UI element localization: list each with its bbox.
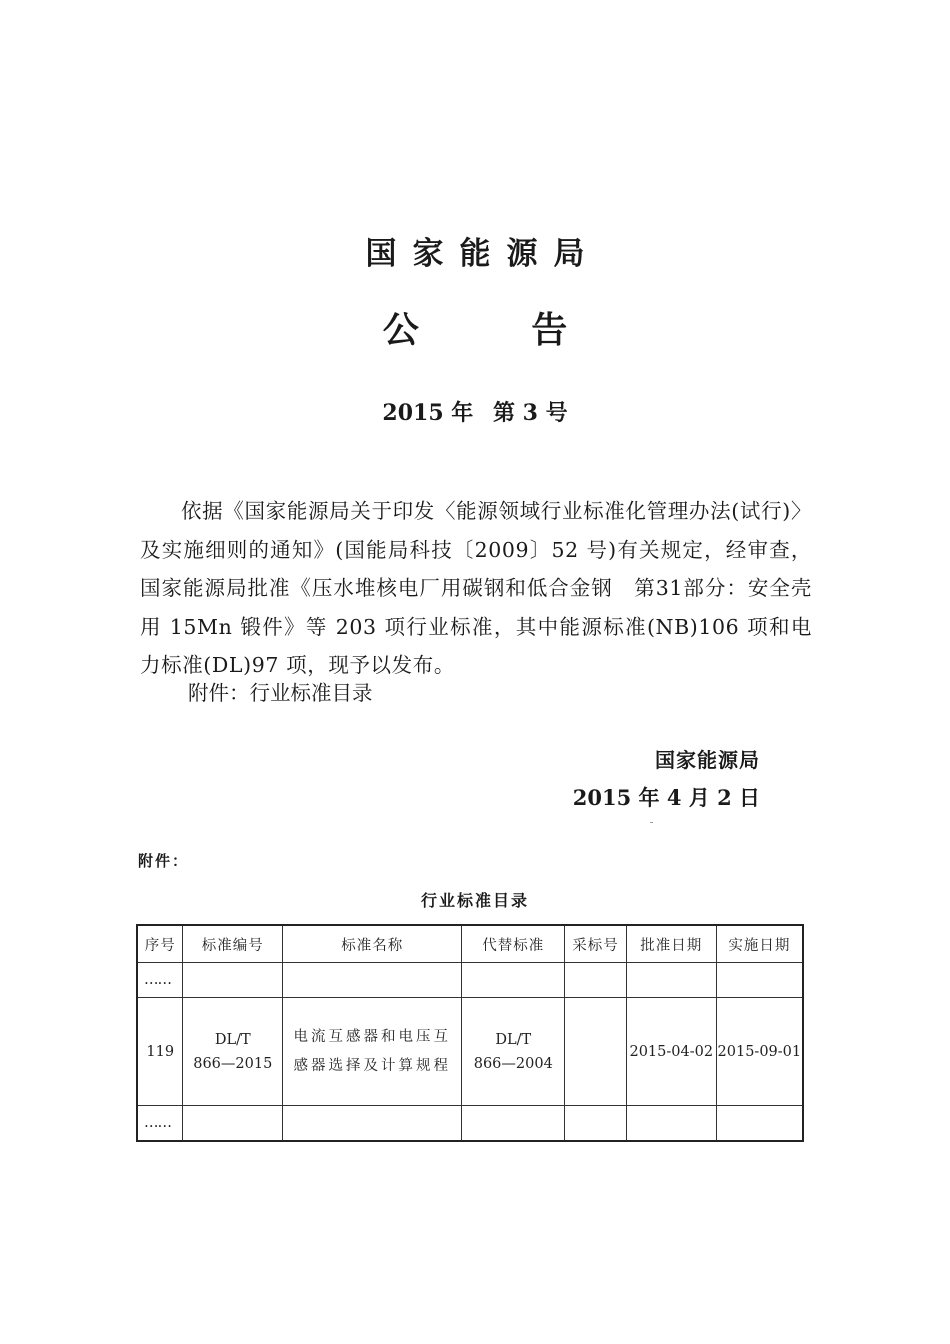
attachment-label: 附件：	[138, 852, 190, 870]
empty-cell	[283, 1106, 462, 1142]
col-header-code: 标准编号	[183, 925, 283, 963]
notice-title: 公 告	[382, 310, 618, 351]
table-row-ellipsis	[137, 1106, 803, 1142]
empty-cell	[183, 963, 283, 998]
col-header-approved: 批准日期	[626, 925, 716, 963]
ellipsis-cell: ……	[137, 1106, 183, 1142]
attachment-title: 行业标准目录	[420, 891, 529, 910]
col-header-name: 标准名称	[283, 925, 462, 963]
row-code-line2: 866—2015	[193, 1055, 273, 1072]
issue-no: 第 3 号	[492, 400, 568, 426]
attachment-note: 附件：行业标准目录	[188, 681, 373, 705]
ellipsis-cell: ……	[137, 963, 183, 998]
empty-cell	[626, 963, 716, 998]
notice-body	[140, 492, 812, 685]
table-row-ellipsis	[137, 963, 803, 998]
row-replaces-line1: DL/T	[495, 1031, 532, 1048]
row-replaces	[462, 998, 565, 1106]
signature-date: 2015 年 4 月 2 日	[572, 785, 760, 810]
col-header-effective: 实施日期	[716, 925, 803, 963]
row-no: 119	[137, 998, 183, 1106]
empty-cell	[565, 1106, 627, 1142]
row-effective: 2015-09-01	[716, 998, 803, 1106]
row-approved: 2015-04-02	[626, 998, 716, 1106]
row-code	[183, 998, 283, 1106]
row-name: 电流互感器和电压互感器选择及计算规程	[283, 998, 462, 1106]
empty-cell	[283, 963, 462, 998]
col-header-no: 序号	[137, 925, 183, 963]
table-row	[137, 998, 803, 1106]
scan-speck	[650, 822, 653, 823]
empty-cell	[565, 963, 627, 998]
signature-org: 国家能源局	[655, 748, 760, 772]
agency-title: 国家能源局	[365, 236, 601, 272]
empty-cell	[716, 1106, 803, 1142]
col-header-replaces: 代替标准	[462, 925, 565, 963]
empty-cell	[462, 963, 565, 998]
standards-table	[136, 924, 804, 1142]
empty-cell	[716, 963, 803, 998]
row-adopted	[565, 998, 627, 1106]
row-replaces-line2: 866—2004	[473, 1055, 553, 1072]
row-code-line1: DL/T	[214, 1031, 251, 1048]
table-header-row	[137, 925, 803, 963]
issue-number	[0, 396, 950, 427]
empty-cell	[462, 1106, 565, 1142]
empty-cell	[626, 1106, 716, 1142]
col-header-adopted: 采标号	[565, 925, 627, 963]
notice-paragraph: 依据《国家能源局关于印发〈能源领域行业标准化管理办法(试行)〉及实施细则的通知》(国能局科技〔2009〕52 号)有关规定，经审查，国家能源局批准《压水堆核电厂用碳钢和低合金钢 第31部分：安全壳用 15Mn 锻件》等 203 项行业标准，其中能源标准(NB)106 项和电力标准(DL)97 项，现予以发布。	[140, 499, 812, 677]
issue-year: 2015 年	[382, 400, 474, 426]
empty-cell	[183, 1106, 283, 1142]
